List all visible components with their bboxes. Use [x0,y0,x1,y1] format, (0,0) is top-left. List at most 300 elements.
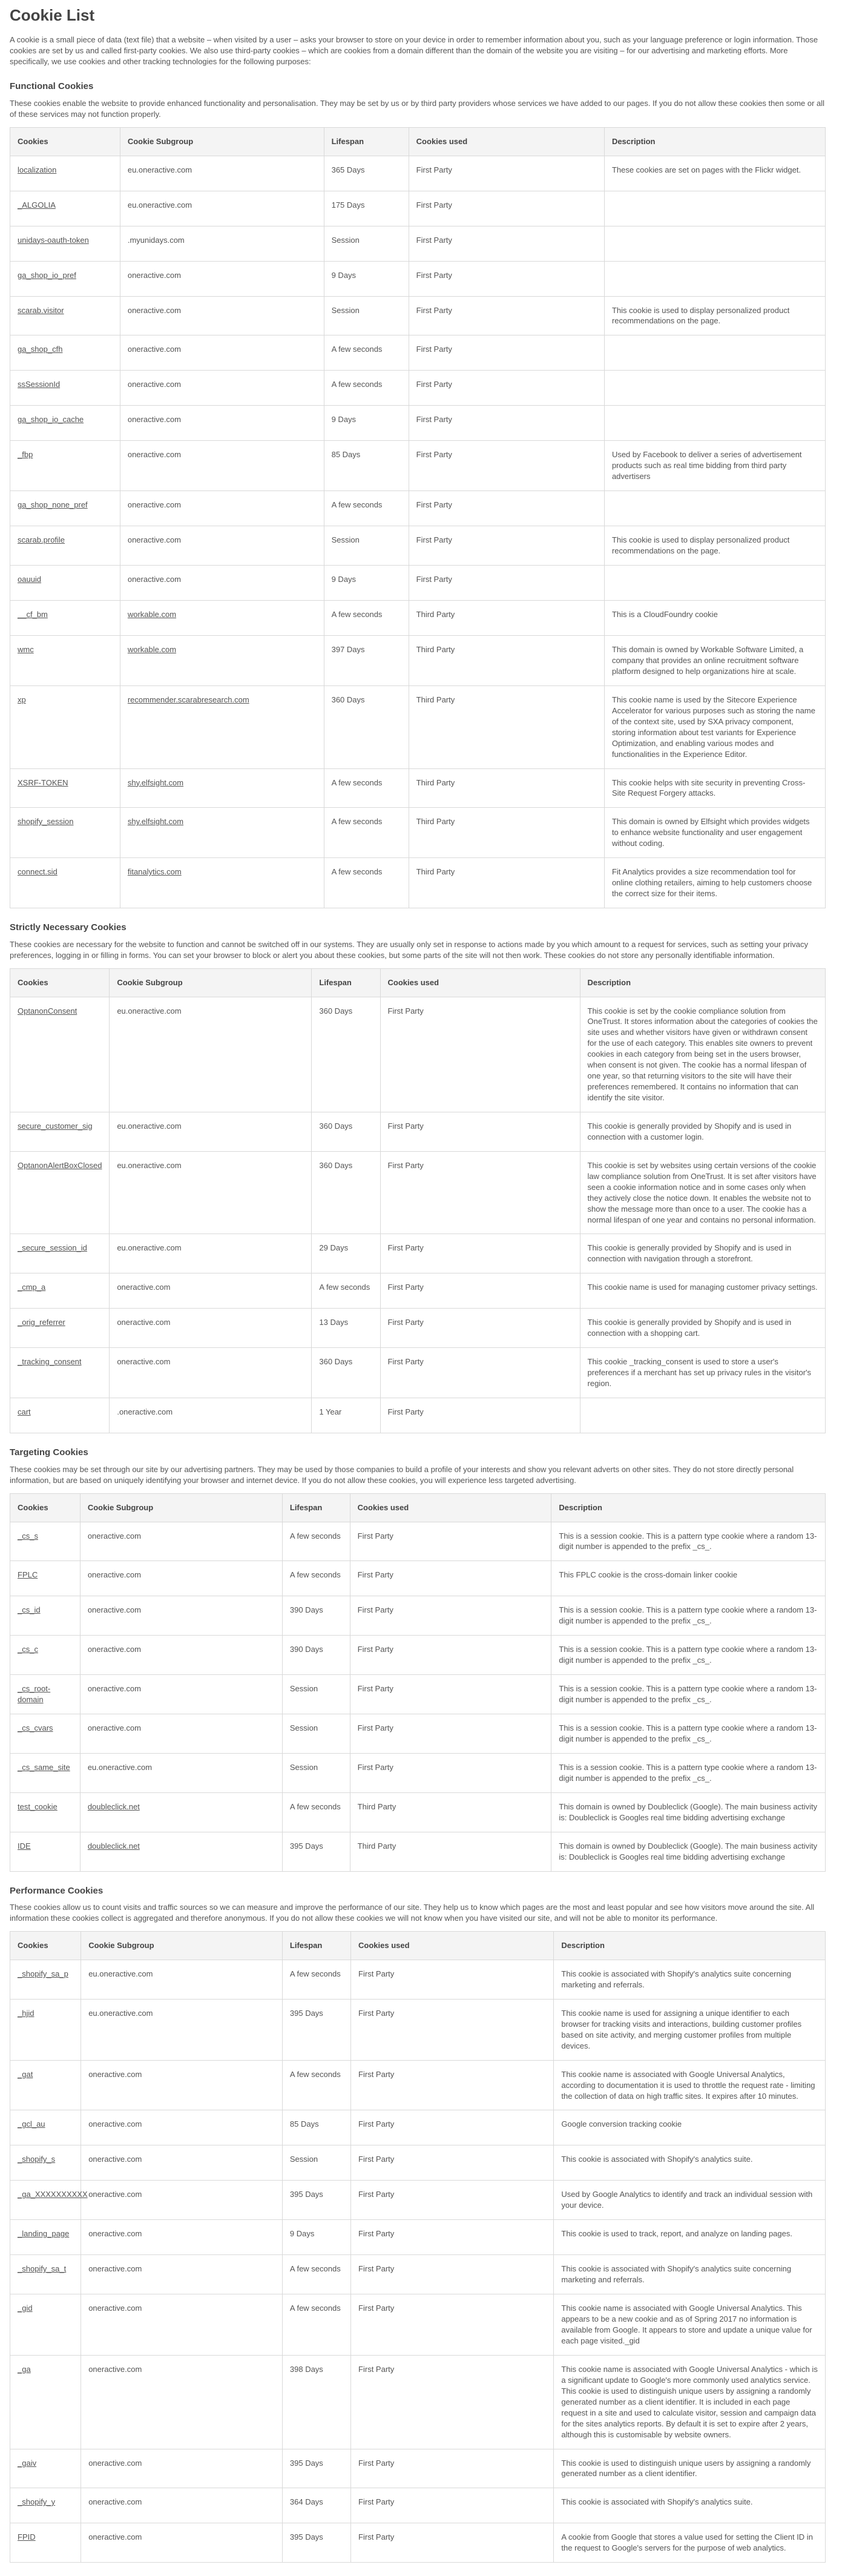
cookie-name-link[interactable]: XSRF-TOKEN [18,778,68,787]
table-header-row [10,968,826,997]
header-cookies: Cookies [10,968,110,997]
cookie-party-cell [409,156,604,191]
cookie-lifespan-cell [312,1398,380,1433]
cookie-subgroup-cell [120,768,324,808]
header-description: Description [580,968,825,997]
cookie-subgroup-cell [110,1112,312,1151]
cookie-party: First Party [387,1243,424,1253]
cookie-name-link[interactable]: _hjid [18,2008,35,2018]
cookie-description: This cookie helps with site security in preventing Cross-Site Request Forgery attacks. [611,778,806,798]
cookie-name-cell [10,2060,81,2110]
cookie-description: This cookie is generally provided by Shopify and is used in connection with a customer login. [587,1121,792,1141]
cookie-name-link[interactable]: _ALGOLIA [18,200,56,210]
cookie-subgroup: oneractive.com [127,305,181,315]
cookie-description: These cookies are set on pages with the Flickr widget. [611,165,801,174]
cookie-lifespan-cell [282,2145,350,2181]
cookie-party-cell [409,636,604,686]
table-header-row [10,1493,826,1522]
table-row [10,1636,826,1675]
cookie-party: First Party [416,575,452,584]
cookie-party: First Party [358,2119,395,2129]
cookie-party-cell [351,1999,554,2060]
table-row [10,226,826,261]
cookie-subgroup-cell [110,1348,312,1398]
cookie-section-strictly-necessary-cookies [10,922,826,1433]
table-row [10,636,826,686]
cookie-description-cell [551,1753,826,1792]
cookie-lifespan: A few seconds [331,610,383,619]
cookie-subgroup: oneractive.com [88,2229,142,2239]
table-row [10,1398,826,1433]
cookie-name-link[interactable]: scarab.visitor [18,305,64,315]
cookie-lifespan-cell [282,1636,350,1675]
cookie-subgroup-cell [81,2255,283,2294]
cookie-description-cell [580,1273,825,1309]
cookie-name-link[interactable]: OptanonConsent [18,1006,77,1016]
cookie-party-cell [351,2060,554,2110]
cookie-domain-link[interactable]: shy.elfsight.com [127,817,184,827]
table-row [10,2355,826,2449]
cookie-subgroup-cell [80,1792,282,1832]
cookie-subgroup: eu.oneractive.com [117,1243,182,1253]
cookie-name-link[interactable]: _ga [18,2364,31,2374]
cookie-description: This cookie is set by websites using certain versions of the cookie law compliance solution from OneTrust. It is set after visitors have seen a cookie information notice and in some cases only when they actively close the notice down. It enables the website not to show the message more than once to a user. The cookie has a normal lifespan of one year and contains no personal information. [587,1160,817,1224]
cookie-name-cell [10,406,120,441]
table-row [10,2181,826,2220]
section-title: Functional Cookies [10,81,94,91]
header-subgroup: Cookie Subgroup [120,127,324,156]
cookie-description-cell [554,1960,826,2000]
cookie-name-cell [10,2488,81,2523]
cookie-party: First Party [387,1006,424,1016]
cookie-party: First Party [358,2497,395,2507]
cookie-lifespan-cell [282,2181,350,2220]
cookie-lifespan-cell [324,685,409,768]
cookie-subgroup: oneractive.com [127,575,181,584]
table-row [10,1348,826,1398]
cookie-subgroup-cell [120,226,324,261]
cookie-description: This is a session cookie. This is a pattern type cookie where a random 13-digit number is appended to the prefix _cs_. [559,1684,817,1705]
cookie-party-cell [409,441,604,491]
cookie-description-cell [580,1348,825,1398]
cookie-subgroup-cell [81,1960,283,2000]
table-row [10,1273,826,1309]
cookie-subgroup: eu.oneractive.com [127,165,192,174]
table-row [10,1792,826,1832]
cookie-name-link[interactable]: localization [18,165,57,174]
cookie-name-link[interactable]: _cs_same_site [18,1762,70,1772]
cookie-description-cell [604,371,825,406]
section-title: Targeting Cookies [10,1447,88,1458]
cookie-subgroup: oneractive.com [127,450,181,460]
cookie-name-cell [10,858,120,908]
cookie-subgroup: oneractive.com [87,1723,141,1732]
table-row [10,441,826,491]
cookie-subgroup-cell [120,406,324,441]
cookie-subgroup: oneractive.com [88,2155,142,2164]
cookie-party-cell [351,2255,554,2294]
cookie-subgroup: oneractive.com [117,1283,171,1292]
cookie-name-link[interactable]: cart [18,1407,31,1416]
cookie-party: First Party [358,2364,395,2374]
cookie-name-cell [10,335,120,371]
cookie-party: First Party [358,2069,395,2079]
cookie-description-cell [580,1234,825,1273]
header-cookies-used: Cookies used [351,1932,554,1960]
cookie-party: Third Party [357,1802,396,1811]
cookie-name-link[interactable]: test_cookie [18,1802,58,1811]
cookie-description: This cookie name is associated with Google Universal Analytics. This appears to be a new cookie and as of Spring 2017 no information is available from Google. It appears to store and update a unique value for each page visited._gid [561,2304,812,2345]
table-row [10,491,826,526]
cookie-subgroup-cell [80,1714,282,1754]
cookie-name-link[interactable]: _cmp_a [18,1283,46,1292]
table-row [10,858,826,908]
cookie-name-link[interactable]: _shopify_sa_p [18,1969,68,1978]
section-description: These cookies may be set through our site by our advertising partners. They may be used by those companies to build a profile of your interests and show you relevant adverts on other sites. They do not store directly personal information, but are based on uniquely identifying your browser and internet device. If you do not allow these cookies, you will experience less targeted advertising. [10,1464,794,1485]
cookie-party: First Party [357,1605,393,1615]
cookie-name-link[interactable]: unidays-oauth-token [18,235,89,245]
cookie-subgroup: oneractive.com [88,2458,142,2468]
cookie-lifespan: A few seconds [331,345,383,354]
cookie-lifespan-cell [324,335,409,371]
cookie-party: First Party [358,1969,395,1978]
cookie-name-cell [10,2255,81,2294]
cookie-lifespan: 175 Days [331,200,365,210]
cookie-lifespan-cell [282,2449,350,2488]
cookie-subgroup-cell [81,1999,283,2060]
cookie-description: This cookie is used to track, report, and analyze on landing pages. [561,2229,792,2239]
table-row [10,526,826,566]
cookie-lifespan: 1 Year [319,1407,342,1416]
cookie-domain-link[interactable]: workable.com [127,610,177,619]
cookie-lifespan: A few seconds [289,1570,341,1580]
cookie-subgroup: oneractive.com [127,535,181,545]
cookie-subgroup-cell [80,1675,282,1714]
cookie-lifespan-cell [312,1348,380,1398]
cookie-party-cell [409,226,604,261]
cookie-subgroup-cell [81,2355,283,2449]
page-title: Cookie List [10,6,95,24]
cookie-subgroup-cell [120,261,324,296]
cookie-name-link[interactable]: _gid [18,2304,33,2313]
cookie-description: This is a session cookie. This is a pattern type cookie where a random 13-digit number is appended to the prefix _cs_. [559,1605,817,1626]
cookie-description-cell [604,491,825,526]
cookie-subgroup-cell [80,1522,282,1561]
cookie-name-cell [10,685,120,768]
cookie-name-cell [10,191,120,226]
cookie-subgroup-cell [81,2449,283,2488]
cookie-party: First Party [416,235,452,245]
cookie-lifespan-cell [324,261,409,296]
cookie-name-cell [10,2449,81,2488]
cookie-name-link[interactable]: secure_customer_sig [18,1121,93,1131]
cookie-domain-link[interactable]: shy.elfsight.com [127,778,184,787]
cookie-subgroup-cell [120,441,324,491]
cookie-description-cell [551,1522,826,1561]
cookie-subgroup-cell [81,2294,283,2356]
cookie-description-cell [554,2255,826,2294]
cookie-section-performance-cookies [10,1885,826,2563]
table-row [10,261,826,296]
cookie-subgroup-cell [81,2488,283,2523]
cookie-name-link[interactable]: _orig_referrer [18,1318,65,1327]
cookie-name-link[interactable]: _ga_XXXXXXXXXX [18,2190,88,2199]
cookie-subgroup: .myunidays.com [127,235,185,245]
cookie-name-link[interactable]: _cs_s [18,1531,38,1541]
cookie-subgroup-cell [80,1596,282,1636]
cookie-name-link[interactable]: _fbp [18,450,33,460]
cookie-lifespan-cell [282,1832,350,1871]
cookie-name-cell [10,1522,81,1561]
cookie-description: Fit Analytics provides a size recommendation tool for online clothing retailers, aiming to help customers choose the correct size for their items. [611,867,812,899]
cookie-name-link[interactable]: ga_shop_none_pref [18,500,88,510]
cookie-party: First Party [358,2304,395,2313]
cookie-name-link[interactable]: _cs_root-domain [18,1684,51,1705]
cookie-name-link[interactable]: ga_shop_io_cache [18,415,84,424]
table-header-row [10,1932,826,1960]
cookie-description-cell [604,566,825,601]
cookie-name-cell [10,1348,110,1398]
cookie-lifespan: 360 Days [319,1357,353,1367]
cookie-subgroup: oneractive.com [88,2304,142,2313]
header-cookies-used: Cookies used [409,127,604,156]
cookie-name-cell [10,2145,81,2181]
cookie-domain-link[interactable]: recommender.scarabresearch.com [127,695,249,704]
table-row [10,685,826,768]
cookie-description: This cookie name is used for managing customer privacy settings. [587,1283,818,1292]
cookie-name-link[interactable]: OptanonAlertBoxClosed [18,1160,102,1170]
cookie-subgroup-cell [120,601,324,636]
cookie-subgroup-cell [120,858,324,908]
cookie-domain-link[interactable]: workable.com [127,645,177,655]
cookie-lifespan-cell [282,2294,350,2356]
cookie-lifespan-cell [282,1561,350,1596]
cookie-name-cell [10,1792,81,1832]
cookie-description: This cookie is generally provided by Shopify and is used in connection with a shopping cart. [587,1318,792,1338]
cookie-name-cell [10,296,120,335]
cookie-subgroup: oneractive.com [88,2497,142,2507]
cookie-name-link[interactable]: _secure_session_id [18,1243,87,1253]
cookie-party-cell [409,191,604,226]
cookie-subgroup: eu.oneractive.com [117,1121,182,1131]
cookie-party-cell [409,566,604,601]
cookie-name-cell [10,2523,81,2563]
cookie-name-cell [10,1112,110,1151]
cookie-party-cell [351,2110,554,2145]
cookie-name-link[interactable]: _shopify_y [18,2497,56,2507]
cookie-party: Third Party [416,610,455,619]
cookie-description-cell [604,261,825,296]
cookie-name-link[interactable]: ga_shop_cfh [18,345,63,354]
cookie-description-cell [604,636,825,686]
cookie-subgroup-cell [120,191,324,226]
cookie-name-cell [10,1561,81,1596]
section-title: Strictly Necessary Cookies [10,922,127,933]
table-row [10,2523,826,2563]
cookie-lifespan: 390 Days [289,1645,323,1654]
cookie-name-cell [10,1960,81,2000]
cookie-name-link[interactable]: _gaiv [18,2458,37,2468]
section-title: Performance Cookies [10,1885,104,1896]
cookie-lifespan-cell [312,1151,380,1234]
cookie-description-cell [551,1714,826,1754]
cookie-lifespan-cell [282,2488,350,2523]
cookie-name-link[interactable]: IDE [18,1841,31,1851]
table-row [10,1522,826,1561]
cookie-name-link[interactable]: scarab.profile [18,535,65,545]
cookie-description-cell [554,2488,826,2523]
cookie-name-link[interactable]: shopify_session [18,817,74,827]
cookie-party-cell [351,2145,554,2181]
cookie-name-cell [10,1832,81,1871]
cookie-name-link[interactable]: FPLC [18,1570,38,1580]
cookie-lifespan: 9 Days [331,575,357,584]
cookie-name-link[interactable]: __cf_bm [18,610,48,619]
cookie-party-cell [350,1636,551,1675]
table-row [10,1714,826,1754]
cookie-name-link[interactable]: _gcl_au [18,2119,45,2129]
header-description: Description [551,1493,826,1522]
cookie-party-cell [409,371,604,406]
cookie-lifespan-cell [282,1753,350,1792]
cookie-lifespan: 9 Days [331,415,357,424]
cookie-lifespan: A few seconds [331,867,383,877]
table-row [10,808,826,858]
cookie-name-link[interactable]: ssSessionId [18,380,61,389]
cookie-lifespan-cell [282,1792,350,1832]
cookie-description-cell [554,2145,826,2181]
cookie-name-link[interactable]: _shopify_sa_t [18,2264,67,2274]
cookie-party-cell [350,1675,551,1714]
cookie-name-cell [10,371,120,406]
cookie-party: First Party [416,380,452,389]
cookie-name-link[interactable]: _cs_cvars [18,1723,53,1732]
cookie-description: This cookie _tracking_consent is used to store a user's preferences if a merchant has set up privacy rules in the visitor's region. [587,1357,812,1389]
cookie-description: This cookie name is associated with Google Universal Analytics - which is a significant update to Google's more commonly used analytics service. This cookie is used to distinguish unique users by assigning a randomly generated number as a client identifier. It is included in each page request in a site and used to calculate visitor, session and campaign data for the sites analytics reports. By default it is set to expire after 2 years, although this is customisable by website owners. [561,2364,818,2439]
cookie-description: This cookie is generally provided by Shopify and is used in connection with navigation through a storefront. [587,1243,792,1264]
cookie-name-link[interactable]: xp [18,695,26,704]
cookie-name-link[interactable]: _landing_page [18,2229,70,2239]
cookie-name-link[interactable]: _cs_c [18,1645,38,1654]
cookie-description-cell [604,768,825,808]
cookie-description-cell [554,2355,826,2449]
table-row [10,1675,826,1714]
cookie-name-link[interactable]: _cs_id [18,1605,41,1615]
cookie-name-link[interactable]: _shopify_s [18,2155,56,2164]
cookie-domain-link[interactable]: fitanalytics.com [127,867,182,877]
cookie-subgroup: oneractive.com [88,2264,142,2274]
cookie-subgroup: eu.oneractive.com [88,2008,153,2018]
cookie-lifespan-cell [324,768,409,808]
cookie-lifespan: 365 Days [331,165,365,174]
cookie-section-functional-cookies [10,81,826,908]
cookie-lifespan-cell [282,1999,350,2060]
cookie-subgroup-cell [120,808,324,858]
cookie-party: Third Party [416,778,455,787]
table-row [10,406,826,441]
cookie-lifespan: 13 Days [319,1318,349,1327]
cookie-party-cell [409,601,604,636]
cookie-description: This is a session cookie. This is a pattern type cookie where a random 13-digit number is appended to the prefix _cs_. [559,1723,817,1743]
cookie-subgroup: oneractive.com [87,1645,141,1654]
cookie-lifespan: A few seconds [289,2069,341,2079]
cookie-lifespan: 9 Days [331,270,357,280]
header-subgroup: Cookie Subgroup [80,1493,282,1522]
cookie-party-cell [409,526,604,566]
cookie-domain-link[interactable]: doubleclick.net [87,1841,140,1851]
cookie-subgroup-cell [110,1273,312,1309]
cookie-description: This cookie is set by the cookie compliance solution from OneTrust. It stores information about the categories of cookies the site uses and whether visitors have given or withdrawn consent for the use of each category. This enables site owners to prevent cookies in each category from being set in the users browser, when consent is not given. The cookie has a normal lifespan of one year, so that returning visitors to the site will have their preferences remembered. It contains no information that can identify the site visitor. [587,1006,818,1102]
cookie-sections [10,81,826,2563]
cookie-name-link[interactable]: _tracking_consent [18,1357,82,1367]
cookie-description-cell [551,1792,826,1832]
cookie-name-link[interactable]: FPID [18,2532,36,2542]
cookie-name-link[interactable]: ga_shop_io_pref [18,270,76,280]
header-lifespan: Lifespan [282,1493,350,1522]
cookie-party: First Party [357,1531,393,1541]
cookie-name-link[interactable]: connect.sid [18,867,58,877]
cookie-description: This FPLC cookie is the cross-domain linker cookie [559,1570,738,1580]
cookie-description-cell [580,1398,825,1433]
cookie-subgroup: oneractive.com [127,415,181,424]
cookie-subgroup-cell [120,526,324,566]
cookie-lifespan: A few seconds [319,1283,370,1292]
cookie-description-cell [580,1112,825,1151]
cookie-domain-link[interactable]: doubleclick.net [87,1802,140,1811]
cookie-name-cell [10,1151,110,1234]
header-subgroup: Cookie Subgroup [110,968,312,997]
cookie-name-cell [10,226,120,261]
cookie-lifespan: 9 Days [289,2229,315,2239]
cookie-party-cell [351,2220,554,2255]
cookie-subgroup-cell [80,1561,282,1596]
cookie-name-link[interactable]: _gat [18,2069,33,2079]
cookie-lifespan-cell [282,1596,350,1636]
cookie-subgroup: oneractive.com [127,380,181,389]
cookie-lifespan: A few seconds [331,500,383,510]
cookie-party-cell [409,858,604,908]
cookie-description: This cookie is used to distinguish unique users by assigning a randomly generated number as a client identifier. [561,2458,811,2479]
cookie-lifespan-cell [324,296,409,335]
cookie-name-cell [10,601,120,636]
cookie-party-cell [351,2523,554,2563]
cookie-subgroup: oneractive.com [87,1531,141,1541]
cookie-lifespan: 397 Days [331,645,365,655]
cookie-description: This cookie is associated with Shopify's analytics suite concerning marketing and referrals. [561,1969,792,1989]
cookie-name-cell [10,441,120,491]
cookie-lifespan-cell [282,1714,350,1754]
cookie-party: First Party [357,1570,393,1580]
cookie-lifespan-cell [312,1112,380,1151]
cookie-lifespan: A few seconds [289,1531,341,1541]
cookie-table [10,1931,826,2563]
cookie-description-cell [554,2110,826,2145]
cookie-description-cell [604,526,825,566]
cookie-name-link[interactable]: oauuid [18,575,42,584]
cookie-description: This cookie is associated with Shopify's analytics suite concerning marketing and referrals. [561,2264,792,2285]
cookie-lifespan-cell [282,2523,350,2563]
cookie-subgroup: oneractive.com [127,270,181,280]
cookie-name-link[interactable]: wmc [18,645,34,655]
cookie-description-cell [604,335,825,371]
header-cookies: Cookies [10,1932,81,1960]
cookie-party-cell [350,1832,551,1871]
cookie-lifespan: 390 Days [289,1605,323,1615]
cookie-subgroup-cell [80,1753,282,1792]
cookie-name-cell [10,566,120,601]
cookie-party: First Party [387,1160,424,1170]
cookie-description-cell [551,1596,826,1636]
